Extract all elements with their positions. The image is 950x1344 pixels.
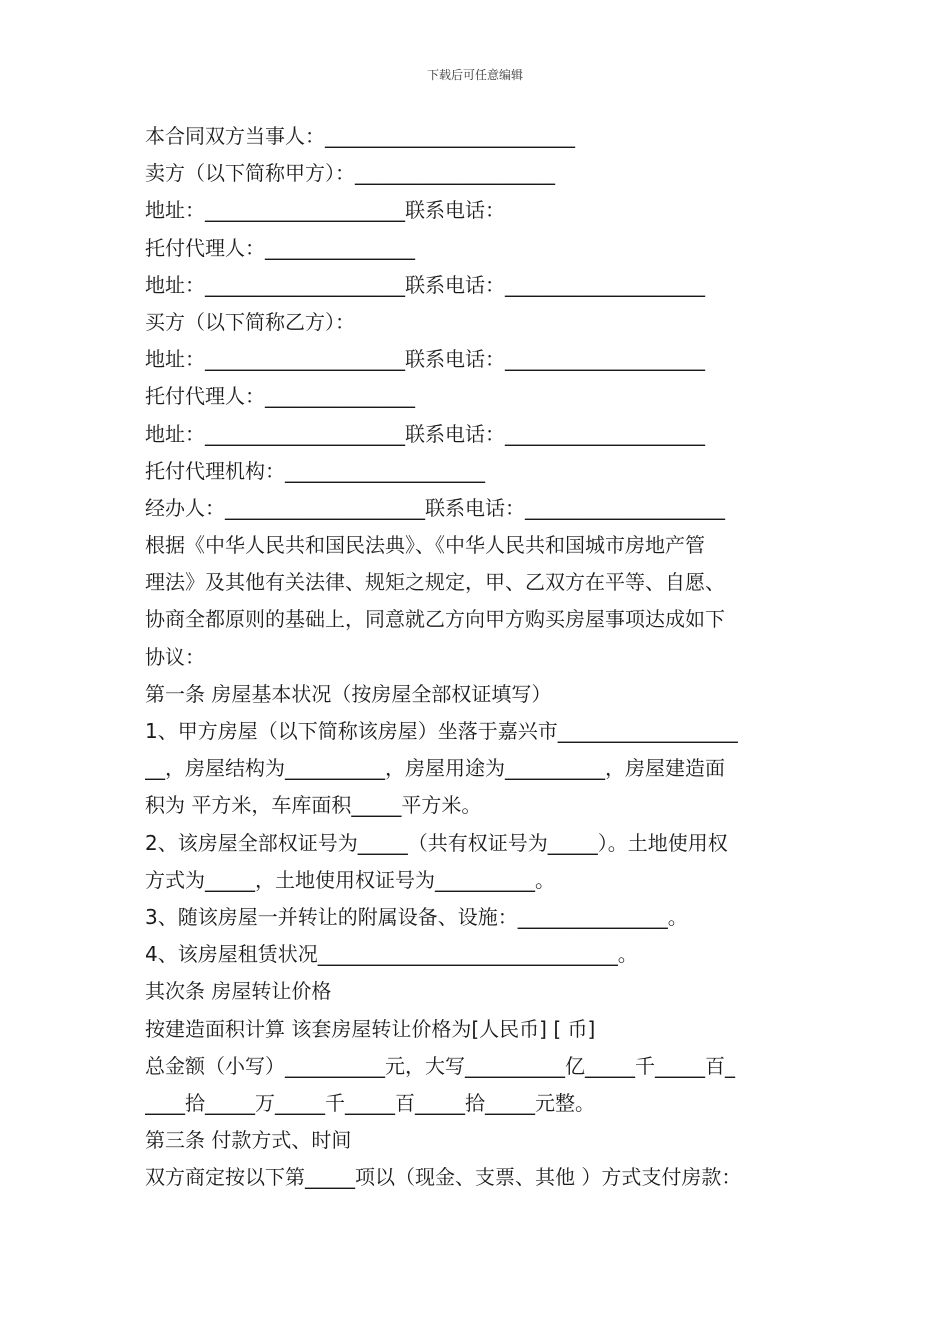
- text-line: 托付代理人：_______________: [145, 384, 415, 409]
- text-line: 1、甲方房屋（以下简称该房屋）坐落于嘉兴市__________________: [145, 719, 738, 743]
- section-heading: 第三条 付款方式、时间: [145, 1128, 352, 1153]
- text-line: 托付代理机构：____________________: [145, 458, 485, 483]
- text-line: 经办人：____________________联系电话：____________________: [145, 495, 725, 520]
- text-line: 根据《中华人民共和国民法典》、《中华人民共和国城市房地产管: [145, 533, 705, 558]
- text-line: 3、随该房屋一并转让的附属设备、设施：_______________。: [145, 904, 688, 929]
- text-line: 协议：: [145, 644, 205, 669]
- text-line: 按建造面积计算 该套房屋转让价格为[人民币] [ 币]: [145, 1016, 596, 1041]
- text-line: __，房屋结构为__________，房屋用途为__________，房屋建造面: [145, 756, 725, 781]
- contract-body: [145, 118, 810, 1196]
- text-line: 2、该房屋全部权证号为_____（共有权证号为_____）。土地使用权: [145, 830, 728, 855]
- text-line: 总金额（小写）__________元，大写__________亿_____千_____百_: [145, 1053, 735, 1078]
- text-line: 本合同双方当事人：_________________________: [145, 124, 575, 148]
- text-line: 方式为_____，土地使用权证号为__________。: [145, 867, 555, 892]
- text-line: ____拾_____万_____千_____百_____拾_____元整。: [145, 1090, 595, 1115]
- text-line: 托付代理人：_______________: [145, 235, 415, 260]
- page-header: 下载后可任意编辑: [426, 68, 523, 82]
- text-line: 地址：____________________联系电话：____________________: [145, 272, 705, 297]
- text-line: 地址：____________________联系电话：____________________: [145, 347, 705, 372]
- text-line: 积为 平方米，车库面积_____平方米。: [145, 793, 482, 818]
- text-line: 地址：____________________联系电话：____________________: [145, 421, 705, 446]
- text-line: 卖方（以下简称甲方）：____________________: [145, 161, 555, 186]
- text-line: 4、该房屋租赁状况______________________________。: [145, 942, 638, 967]
- section-heading: 其次条 房屋转让价格: [145, 979, 332, 1004]
- section-heading: 第一条 房屋基本状况（按房屋全部权证填写）: [145, 681, 552, 706]
- text-line: 买方（以下简称乙方）：: [145, 309, 355, 334]
- text-line: 双方商定按以下第_____项以（现金、支票、其他 ）方式支付房款：: [145, 1165, 742, 1190]
- text-line: 地址：____________________联系电话：: [145, 198, 505, 223]
- text-line: 理法》及其他有关法律、规矩之规定，甲、乙双方在平等、自愿、: [145, 570, 725, 595]
- text-line: 协商全都原则的基础上，同意就乙方向甲方购买房屋事项达成如下: [145, 607, 725, 632]
